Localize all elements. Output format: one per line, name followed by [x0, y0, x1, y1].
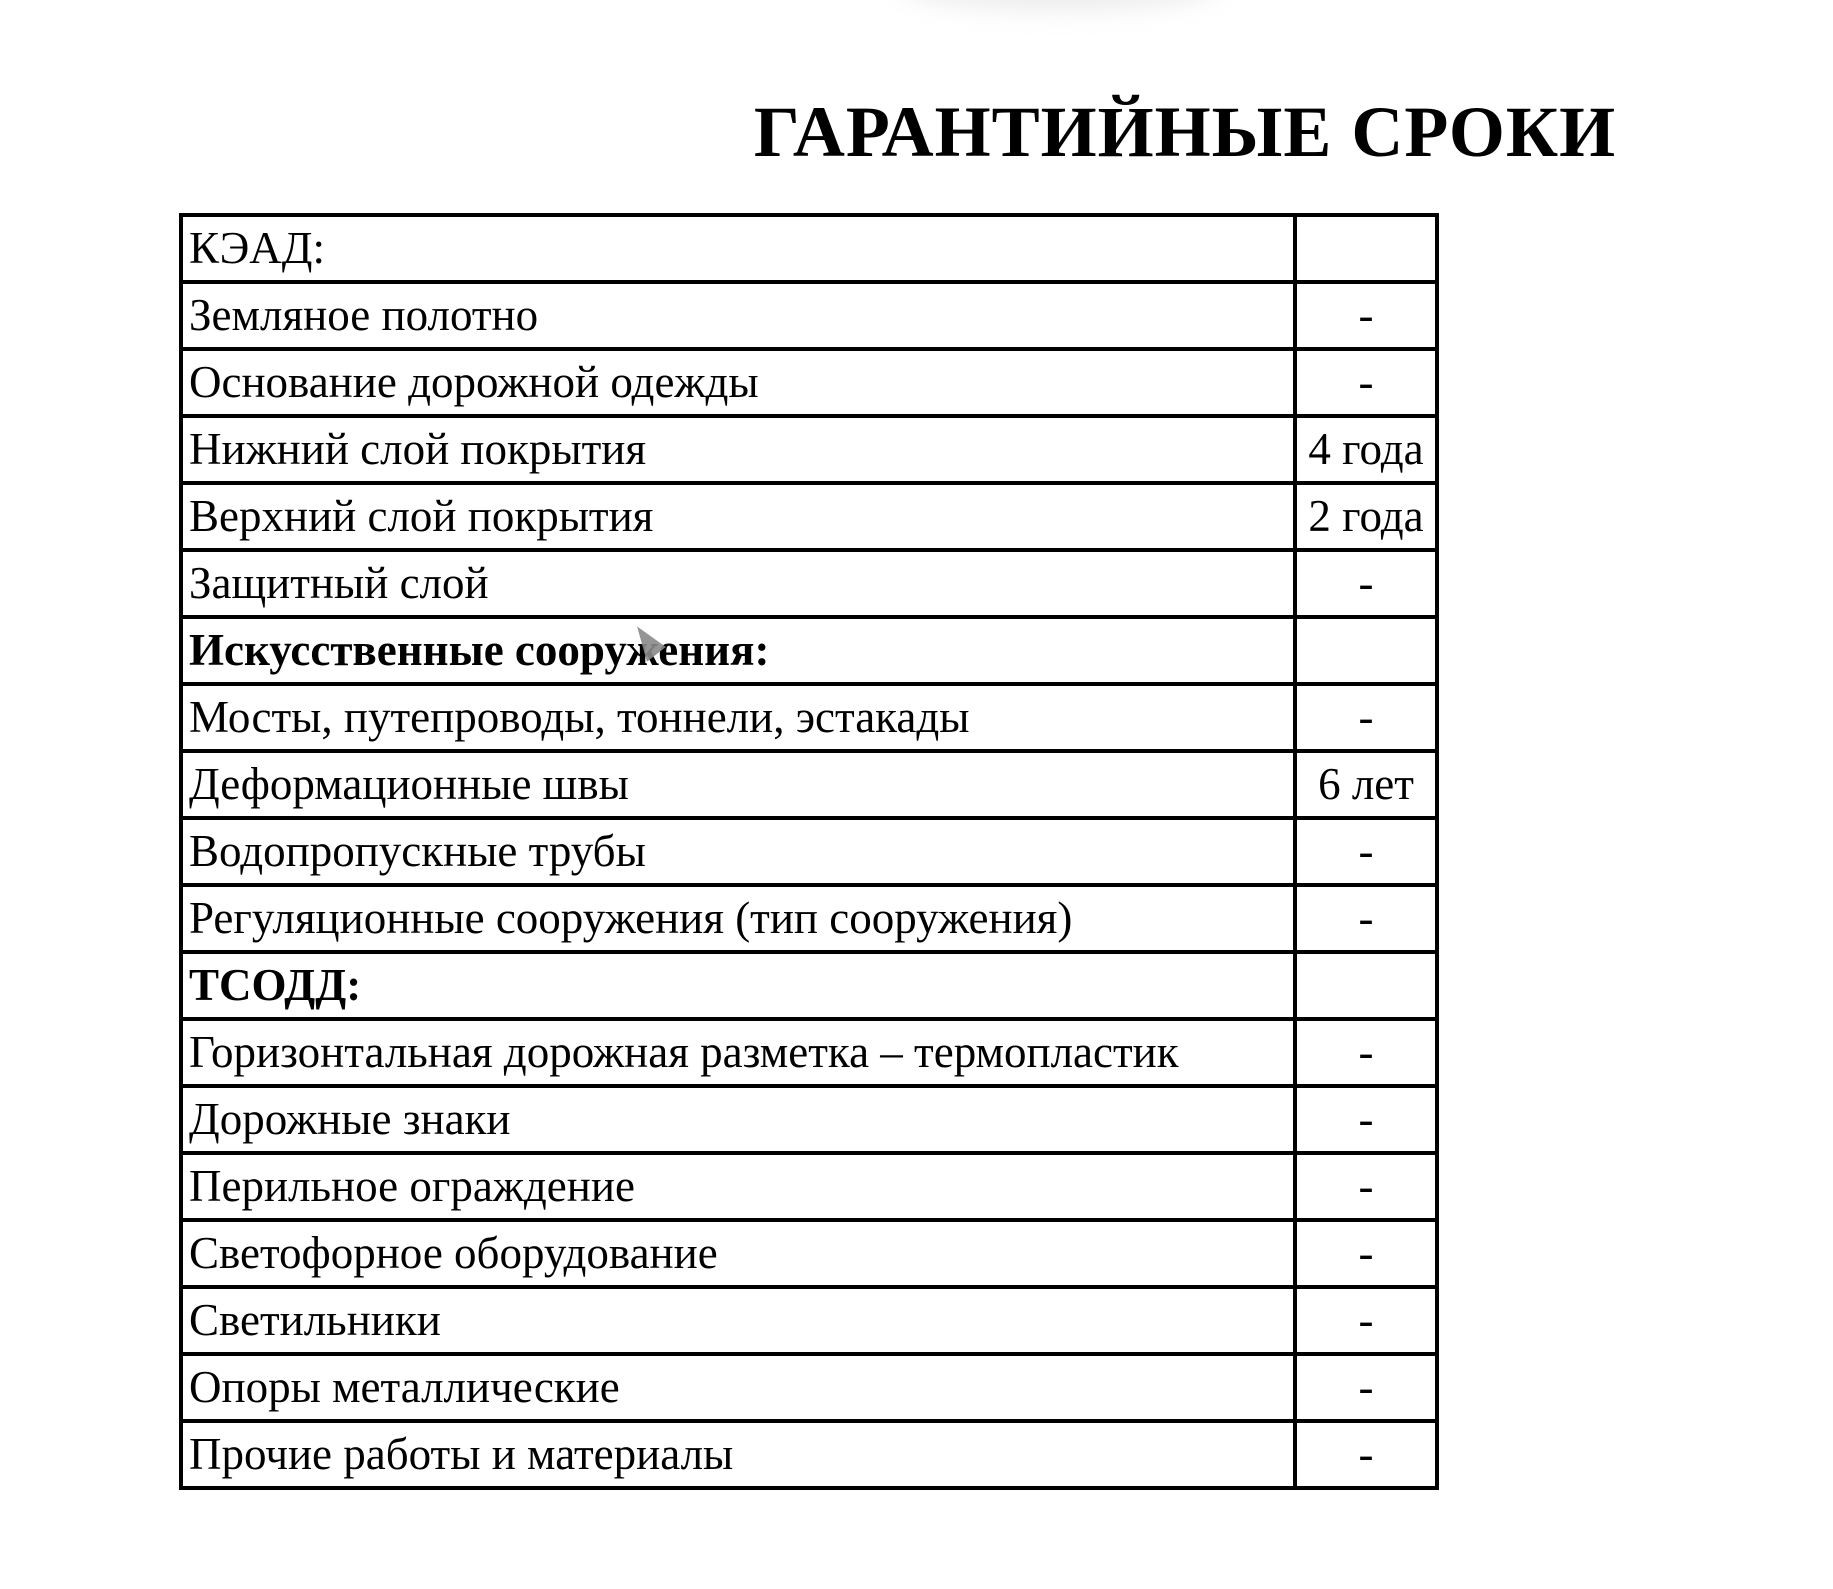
page-title: ГАРАНТИЙНЫЕ СРОКИ	[753, 92, 1617, 173]
section-label: ТСОДД:	[181, 952, 1295, 1019]
row-value	[1295, 952, 1437, 1019]
row-label: Земляное полотно	[181, 282, 1295, 349]
row-value	[1295, 617, 1437, 684]
row-label: Прочие работы и материалы	[181, 1421, 1295, 1488]
row-label: Деформационные швы	[181, 751, 1295, 818]
table-row-section-header	[181, 952, 1437, 1019]
table-row	[181, 684, 1437, 751]
table-row	[181, 818, 1437, 885]
table-row-keaad-header	[181, 215, 1437, 282]
row-value: -	[1295, 885, 1437, 952]
row-label: КЭАД:	[181, 215, 1295, 282]
row-value: -	[1295, 550, 1437, 617]
table-row	[181, 1421, 1437, 1488]
row-label: Горизонтальная дорожная разметка – термопластик	[181, 1019, 1295, 1086]
section-label: Искусственные сооружения:	[181, 617, 1295, 684]
table-row	[181, 550, 1437, 617]
row-label: Основание дорожной одежды	[181, 349, 1295, 416]
table-row	[181, 282, 1437, 349]
table-row	[181, 751, 1437, 818]
row-label: Светофорное оборудование	[181, 1220, 1295, 1287]
table-row	[181, 1287, 1437, 1354]
row-value: -	[1295, 684, 1437, 751]
row-value	[1295, 215, 1437, 282]
table-row	[181, 349, 1437, 416]
row-label: Верхний слой покрытия	[181, 483, 1295, 550]
row-label: Светильники	[181, 1287, 1295, 1354]
table-row	[181, 1354, 1437, 1421]
row-value: -	[1295, 349, 1437, 416]
row-value: -	[1295, 1287, 1437, 1354]
row-value: -	[1295, 1019, 1437, 1086]
table-row	[181, 416, 1437, 483]
row-label: Водопропускные трубы	[181, 818, 1295, 885]
row-label: Опоры металлические	[181, 1354, 1295, 1421]
top-edge-shadow	[900, 0, 1220, 10]
row-value: 6 лет	[1295, 751, 1437, 818]
table-row	[181, 1153, 1437, 1220]
row-label: Нижний слой покрытия	[181, 416, 1295, 483]
row-label: Регуляционные сооружения (тип сооружения)	[181, 885, 1295, 952]
row-value: 2 года	[1295, 483, 1437, 550]
row-value: -	[1295, 282, 1437, 349]
row-value: -	[1295, 1354, 1437, 1421]
row-label: Мосты, путепроводы, тоннели, эстакады	[181, 684, 1295, 751]
row-value: -	[1295, 818, 1437, 885]
table-row	[181, 885, 1437, 952]
row-label: Дорожные знаки	[181, 1086, 1295, 1153]
row-value: -	[1295, 1421, 1437, 1488]
row-value: 4 года	[1295, 416, 1437, 483]
row-label: Перильное ограждение	[181, 1153, 1295, 1220]
warranty-table	[179, 213, 1439, 1490]
table-row	[181, 1019, 1437, 1086]
table-row	[181, 483, 1437, 550]
row-value: -	[1295, 1086, 1437, 1153]
row-value: -	[1295, 1153, 1437, 1220]
row-value: -	[1295, 1220, 1437, 1287]
row-label: Защитный слой	[181, 550, 1295, 617]
table-row	[181, 1220, 1437, 1287]
table-row-section-header	[181, 617, 1437, 684]
table-row	[181, 1086, 1437, 1153]
